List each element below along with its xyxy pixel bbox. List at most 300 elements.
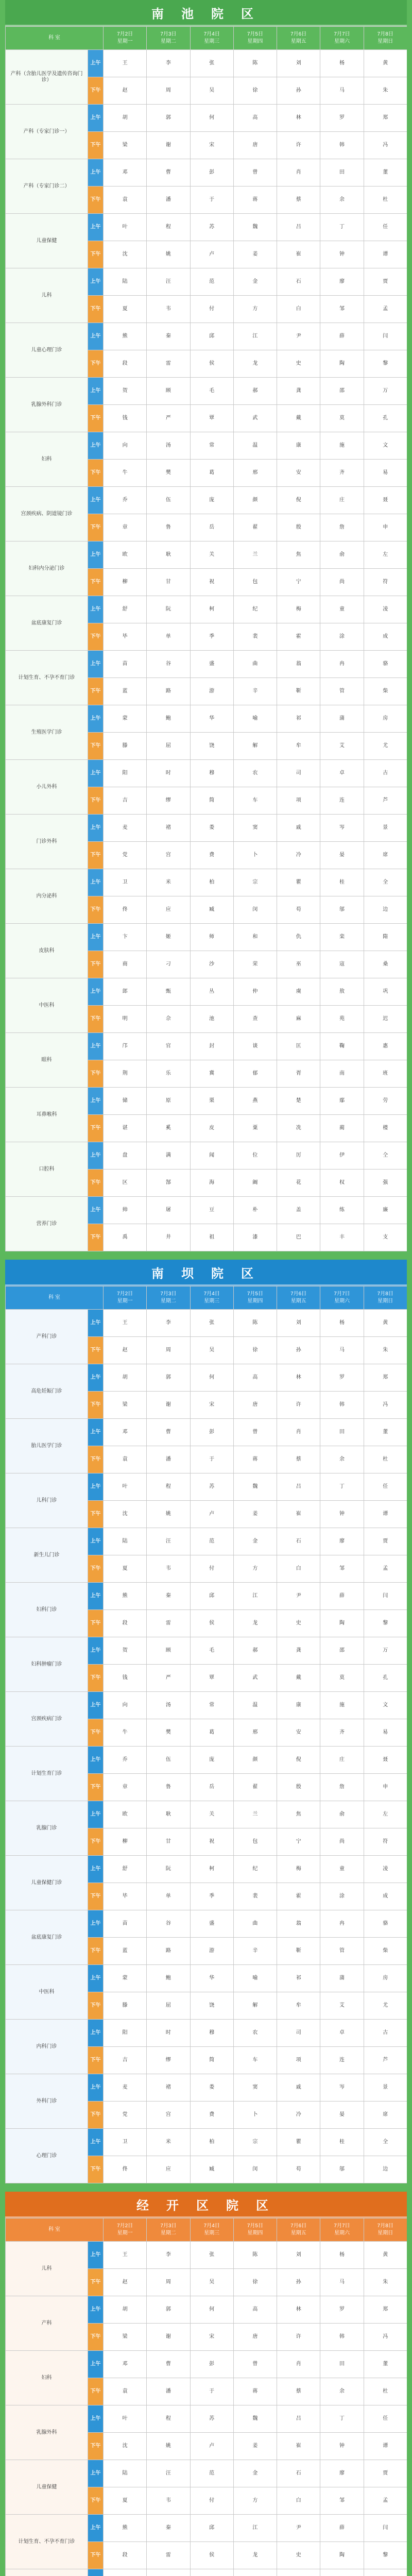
table-row (6, 214, 407, 241)
section-jingkai (5, 2192, 407, 2576)
doctor-cell: 卜 (233, 2102, 277, 2129)
doctor-cell: 程 (147, 214, 190, 241)
doctor-cell: 陆 (104, 1528, 147, 1555)
doctor-cell: 舒 (104, 596, 147, 623)
day-weekday: 星期四 (247, 39, 263, 44)
table-row (6, 50, 407, 77)
doctor-cell: 温 (233, 432, 277, 460)
doctor-cell: 张 (190, 2242, 233, 2269)
doctor-cell: 陆 (104, 2460, 147, 2487)
doctor-cell: 单 (147, 623, 190, 651)
doctor-cell: 尚 (320, 569, 364, 596)
doctor-cell: 秦 (147, 1583, 190, 1610)
afternoon-label: 下午 (88, 1828, 104, 1856)
doctor-cell: 江 (233, 2515, 277, 2542)
header-row (6, 1286, 407, 1310)
afternoon-label: 下午 (88, 1446, 104, 1473)
doctor-cell: 朱 (364, 2269, 407, 2296)
table-row (6, 1419, 407, 1446)
doctor-cell: 徐 (233, 77, 277, 105)
table-row (6, 1473, 407, 1501)
doctor-cell (233, 2569, 277, 2576)
doctor-cell: 殷 (277, 1774, 320, 1801)
department-name: 乳腺外科门诊 (6, 378, 88, 432)
doctor-cell: 班 (364, 1060, 407, 1088)
doctor-cell: 满 (147, 1142, 190, 1170)
doctor-cell: 袁 (104, 1446, 147, 1473)
doctor-cell: 谢 (147, 132, 190, 159)
day-column-header (190, 2218, 233, 2242)
doctor-cell: 阚 (233, 1170, 277, 1197)
doctor-cell: 季 (190, 623, 233, 651)
doctor-cell: 潘 (147, 2378, 190, 2405)
department-name: 眼科 (6, 1033, 88, 1088)
afternoon-label: 下午 (88, 1992, 104, 2020)
doctor-cell: 宫 (147, 2102, 190, 2129)
day-column-header (233, 2218, 277, 2242)
doctor-cell: 靳 (277, 678, 320, 705)
doctor-cell: 黄 (364, 1310, 407, 1337)
department-name: 口腔科 (6, 1142, 88, 1197)
doctor-cell: 戴 (277, 405, 320, 432)
doctor-cell: 曲 (233, 651, 277, 678)
doctor-cell: 宋 (190, 2324, 233, 2351)
doctor-cell: 丰 (320, 1224, 364, 1251)
doctor-cell: 谢 (147, 2324, 190, 2351)
doctor-cell: 陶 (320, 2542, 364, 2569)
doctor-cell: 余 (320, 1446, 364, 1473)
doctor-cell: 汪 (147, 1528, 190, 1555)
doctor-cell: 郁 (233, 1060, 277, 1088)
day-column-header (190, 1286, 233, 1310)
doctor-cell: 时 (147, 2020, 190, 2047)
day-date: 7月4日 (203, 1291, 220, 1297)
doctor-cell: 党 (104, 2102, 147, 2129)
doctor-cell: 江 (233, 1583, 277, 1610)
day-column-header (364, 2218, 407, 2242)
doctor-cell: 史 (277, 2542, 320, 2569)
doctor-cell: 孔 (364, 1665, 407, 1692)
department-name: 妇科 (6, 432, 88, 487)
doctor-cell: 武 (233, 405, 277, 432)
doctor-cell: 魏 (233, 2405, 277, 2433)
doctor-cell: 桑 (364, 951, 407, 978)
afternoon-label: 下午 (88, 1555, 104, 1583)
morning-label: 上午 (88, 1856, 104, 1883)
doctor-cell: 燕 (233, 1088, 277, 1115)
doctor-cell: 连 (320, 2047, 364, 2074)
doctor-cell: 罗 (320, 2296, 364, 2324)
doctor-cell: 花 (277, 1170, 320, 1197)
doctor-cell: 许 (277, 2324, 320, 2351)
table-row (6, 924, 407, 951)
doctor-cell: 甘 (147, 1828, 190, 1856)
doctor-cell: 骆 (364, 651, 407, 678)
doctor-cell: 闻 (190, 1142, 233, 1170)
day-column-header (364, 1286, 407, 1310)
doctor-cell: 窦 (233, 815, 277, 842)
day-weekday: 星期三 (204, 39, 220, 44)
table-row (6, 323, 407, 350)
doctor-cell: 曾 (233, 1419, 277, 1446)
doctor-cell: 金 (233, 268, 277, 296)
doctor-cell: 支 (364, 1224, 407, 1251)
department-name: 产科（专家门诊一） (6, 105, 88, 159)
doctor-cell: 阮 (147, 596, 190, 623)
afternoon-label: 下午 (88, 1883, 104, 1910)
doctor-cell: 柳 (104, 569, 147, 596)
table-row (6, 1197, 407, 1224)
doctor-cell: 童 (320, 1856, 364, 1883)
day-column-header (320, 1286, 364, 1310)
doctor-cell: 颜 (233, 487, 277, 514)
doctor-cell: 丁 (320, 214, 364, 241)
doctor-cell: 任 (364, 1473, 407, 1501)
doctor-cell: 付 (190, 2487, 233, 2515)
day-weekday: 星期二 (160, 39, 176, 44)
doctor-cell: 解 (233, 1992, 277, 2020)
day-weekday: 星期日 (377, 1298, 393, 1304)
doctor-cell: 蒋 (233, 1446, 277, 1473)
doctor-cell: 施 (320, 1692, 364, 1719)
doctor-cell: 赵 (104, 2269, 147, 2296)
day-date: 7月5日 (247, 2223, 263, 2229)
doctor-cell: 徐 (233, 2269, 277, 2296)
table-row (6, 2020, 407, 2047)
doctor-cell: 敖 (320, 978, 364, 1006)
doctor-cell: 迟 (364, 1006, 407, 1033)
doctor-cell: 权 (320, 1170, 364, 1197)
doctor-cell: 丛 (190, 978, 233, 1006)
doctor-cell: 肖 (277, 1419, 320, 1446)
dept-column-header: 科 室 (6, 1286, 104, 1310)
afternoon-label: 下午 (88, 1392, 104, 1419)
doctor-cell: 许 (277, 1392, 320, 1419)
table-row (6, 1142, 407, 1170)
doctor-cell: 关 (190, 541, 233, 569)
department-name: 妇科 (6, 2351, 88, 2405)
doctor-cell: 卢 (190, 1501, 233, 1528)
doctor-cell: 余 (320, 2378, 364, 2405)
doctor-cell: 胥 (277, 1060, 320, 1088)
doctor-cell: 苏 (190, 2405, 233, 2433)
doctor-cell: 蔡 (277, 187, 320, 214)
doctor-cell: 廖 (320, 268, 364, 296)
doctor-cell: 秦 (147, 2515, 190, 2542)
doctor-cell: 兰 (233, 1801, 277, 1828)
department-name: 妇科内分泌门诊 (6, 541, 88, 596)
doctor-cell: 孙 (277, 2269, 320, 2296)
doctor-cell: 高 (233, 1364, 277, 1392)
doctor-cell: 林 (277, 1364, 320, 1392)
doctor-cell: 边 (364, 2156, 407, 2183)
doctor-cell: 饶 (190, 1992, 233, 2020)
doctor-cell: 左 (364, 541, 407, 569)
department-name: 胎儿医学门诊 (6, 1419, 88, 1473)
doctor-cell: 崔 (277, 2433, 320, 2460)
doctor-cell: 彭 (190, 159, 233, 187)
day-date: 7月7日 (334, 2223, 350, 2229)
doctor-cell: 殷 (277, 514, 320, 541)
doctor-cell: 方 (233, 296, 277, 323)
doctor-cell: 苑 (320, 1006, 364, 1033)
morning-label: 上午 (88, 487, 104, 514)
doctor-cell: 曹 (147, 2351, 190, 2378)
doctor-cell: 应 (147, 2156, 190, 2183)
doctor-cell: 常 (190, 432, 233, 460)
doctor-cell: 辛 (233, 1938, 277, 1965)
doctor-cell: 纪 (233, 596, 277, 623)
doctor-cell: 何 (190, 105, 233, 132)
doctor-cell: 陈 (233, 2242, 277, 2269)
doctor-cell: 汤 (147, 432, 190, 460)
doctor-cell: 奚 (147, 1115, 190, 1142)
doctor-cell: 楚 (277, 1088, 320, 1115)
doctor-cell: 彭 (190, 2351, 233, 2378)
afternoon-label: 下午 (88, 1774, 104, 1801)
day-date: 7月6日 (290, 2223, 307, 2229)
department-name: 妇科肿瘤门诊 (6, 1637, 88, 1692)
doctor-cell: 巴 (277, 1224, 320, 1251)
doctor-cell: 岳 (190, 514, 233, 541)
doctor-cell: 任 (364, 214, 407, 241)
doctor-cell: 倪 (277, 1747, 320, 1774)
doctor-cell: 邬 (320, 2156, 364, 2183)
afternoon-label: 下午 (88, 1170, 104, 1197)
doctor-cell: 尤 (364, 1992, 407, 2020)
section-nanba (5, 1260, 407, 2183)
day-date: 7月7日 (334, 1291, 350, 1297)
header-row (6, 2218, 407, 2242)
dept-column-header: 科 室 (6, 27, 104, 50)
doctor-cell: 胡 (104, 1364, 147, 1392)
day-weekday: 星期三 (204, 1298, 220, 1304)
doctor-cell: 石 (277, 1528, 320, 1555)
department-name: 营养门诊 (6, 1197, 88, 1251)
afternoon-label: 下午 (88, 733, 104, 760)
doctor-cell: 苗 (104, 1910, 147, 1938)
doctor-cell: 陶 (320, 350, 364, 378)
doctor-cell: 荣 (233, 951, 277, 978)
doctor-cell: 肖 (277, 159, 320, 187)
doctor-cell: 晏 (320, 842, 364, 869)
doctor-cell: 吴 (190, 77, 233, 105)
doctor-cell: 梅 (277, 1856, 320, 1883)
doctor-cell: 章 (104, 1774, 147, 1801)
doctor-cell: 邓 (104, 1419, 147, 1446)
doctor-cell: 齐 (320, 1719, 364, 1747)
doctor-cell: 管 (320, 678, 364, 705)
doctor-cell: 董 (364, 2351, 407, 2378)
day-weekday: 星期三 (204, 2230, 220, 2236)
doctor-cell: 祝 (190, 569, 233, 596)
section-gap (0, 2183, 412, 2192)
doctor-cell: 叶 (104, 2405, 147, 2433)
doctor-cell: 于 (190, 2378, 233, 2405)
doctor-cell: 雷 (147, 1610, 190, 1637)
morning-label: 上午 (88, 50, 104, 77)
doctor-cell: 伍 (147, 487, 190, 514)
doctor-cell: 魏 (233, 214, 277, 241)
table-row (6, 1364, 407, 1392)
doctor-cell: 穆 (190, 760, 233, 787)
department-name: 中医科 (6, 978, 88, 1033)
doctor-cell: 邓 (104, 159, 147, 187)
doctor-cell: 位 (233, 1142, 277, 1170)
doctor-cell: 简 (190, 2047, 233, 2074)
doctor-cell: 车 (233, 2047, 277, 2074)
doctor-cell: 郭 (147, 2296, 190, 2324)
doctor-cell: 盖 (277, 1197, 320, 1224)
doctor-cell: 管 (320, 1938, 364, 1965)
doctor-cell: 谌 (104, 1115, 147, 1142)
afternoon-label: 下午 (88, 1060, 104, 1088)
table-row (6, 760, 407, 787)
department-name: 宫颈疾病、阴道镜门诊 (6, 487, 88, 541)
doctor-cell: 车 (233, 787, 277, 815)
doctor-cell: 司 (277, 760, 320, 787)
afternoon-label: 下午 (88, 1501, 104, 1528)
table-row (6, 978, 407, 1006)
doctor-cell: 鄢 (320, 1088, 364, 1115)
doctor-cell: 臧 (190, 2156, 233, 2183)
table-row (6, 541, 407, 569)
doctor-cell: 钟 (320, 241, 364, 268)
doctor-cell: 吕 (277, 214, 320, 241)
doctor-cell: 鲍 (147, 705, 190, 733)
doctor-cell: 乔 (104, 1747, 147, 1774)
doctor-cell: 朴 (233, 1197, 277, 1224)
table-row (6, 105, 407, 132)
doctor-cell: 解 (233, 733, 277, 760)
doctor-cell: 舒 (104, 1856, 147, 1883)
doctor-cell: 练 (320, 1197, 364, 1224)
doctor-cell: 季 (190, 1883, 233, 1910)
doctor-cell: 邹 (320, 1555, 364, 1583)
doctor-cell: 褚 (147, 2074, 190, 2102)
morning-label: 上午 (88, 1364, 104, 1392)
table-row (6, 1033, 407, 1060)
morning-label: 上午 (88, 378, 104, 405)
doctor-cell: 商 (104, 951, 147, 978)
table-row (6, 487, 407, 514)
doctor-cell: 詹 (320, 514, 364, 541)
doctor-cell: 路 (147, 1938, 190, 1965)
day-weekday: 星期日 (377, 2230, 393, 2236)
day-column-header (233, 27, 277, 50)
section-gap (0, 1251, 412, 1260)
department-name (6, 2569, 88, 2576)
doctor-cell: 莫 (320, 405, 364, 432)
department-name: 外科门诊 (6, 2074, 88, 2129)
doctor-cell: 潘 (147, 1446, 190, 1473)
doctor-cell: 易 (364, 460, 407, 487)
doctor-cell: 翟 (233, 514, 277, 541)
afternoon-label: 下午 (88, 1337, 104, 1364)
doctor-cell: 徐 (233, 1337, 277, 1364)
morning-label: 上午 (88, 2129, 104, 2156)
afternoon-label: 下午 (88, 460, 104, 487)
doctor-cell: 夏 (104, 296, 147, 323)
doctor-cell: 粟 (233, 1115, 277, 1142)
day-column-header (147, 1286, 190, 1310)
day-weekday: 星期一 (117, 2230, 133, 2236)
doctor-cell: 岑 (320, 2074, 364, 2102)
morning-label: 上午 (88, 2515, 104, 2542)
doctor-cell: 欧 (104, 541, 147, 569)
doctor-cell: 闫 (364, 2515, 407, 2542)
doctor-cell: 柏 (190, 869, 233, 896)
day-column-header (104, 27, 147, 50)
doctor-cell: 盛 (190, 1910, 233, 1938)
doctor-cell: 侯 (190, 2542, 233, 2569)
doctor-cell: 叶 (104, 1473, 147, 1501)
doctor-cell: 雷 (147, 2542, 190, 2569)
doctor-cell: 景 (364, 815, 407, 842)
day-weekday: 星期二 (160, 2230, 176, 2236)
doctor-cell: 龙 (233, 1610, 277, 1637)
doctor-cell: 戚 (277, 815, 320, 842)
doctor-cell: 桂 (320, 2129, 364, 2156)
doctor-cell: 麻 (277, 1006, 320, 1033)
doctor-cell: 罗 (320, 105, 364, 132)
doctor-cell: 郑 (364, 1364, 407, 1392)
doctor-cell: 田 (320, 159, 364, 187)
doctor-cell: 农 (233, 2020, 277, 2047)
day-weekday: 星期一 (117, 1298, 133, 1304)
doctor-cell: 魏 (233, 1473, 277, 1501)
doctor-cell: 屠 (147, 1197, 190, 1224)
morning-label: 上午 (88, 1747, 104, 1774)
doctor-cell: 乔 (104, 487, 147, 514)
doctor-cell: 和 (233, 924, 277, 951)
doctor-cell: 钟 (320, 2433, 364, 2460)
doctor-cell: 鲁 (147, 514, 190, 541)
afternoon-label: 下午 (88, 2542, 104, 2569)
doctor-cell: 耿 (147, 541, 190, 569)
doctor-cell: 尹 (277, 323, 320, 350)
doctor-cell: 海 (190, 1170, 233, 1197)
table-row (6, 1310, 407, 1337)
morning-label: 上午 (88, 2460, 104, 2487)
doctor-cell: 喻 (233, 705, 277, 733)
doctor-cell: 邢 (233, 460, 277, 487)
schedule-table (5, 1286, 407, 2183)
doctor-cell: 唐 (233, 2324, 277, 2351)
morning-label: 上午 (88, 705, 104, 733)
doctor-cell: 景 (364, 2074, 407, 2102)
doctor-cell: 苏 (190, 214, 233, 241)
doctor-cell: 乐 (147, 1060, 190, 1088)
doctor-cell: 韦 (147, 1555, 190, 1583)
doctor-cell: 段 (104, 2542, 147, 2569)
doctor-cell: 柯 (190, 1856, 233, 1883)
department-name: 门诊外科 (6, 815, 88, 869)
doctor-cell: 周 (147, 1337, 190, 1364)
doctor-cell: 曾 (233, 2351, 277, 2378)
doctor-cell: 高 (233, 105, 277, 132)
doctor-cell: 熊 (104, 323, 147, 350)
dept-column-header: 科 室 (6, 2218, 104, 2242)
day-date: 7月2日 (117, 31, 133, 37)
doctor-cell: 陈 (233, 50, 277, 77)
doctor-cell: 贾 (364, 268, 407, 296)
doctor-cell: 万 (364, 1637, 407, 1665)
doctor-cell: 全 (364, 869, 407, 896)
doctor-cell: 金 (233, 2460, 277, 2487)
table-row (6, 2296, 407, 2324)
doctor-cell: 申 (364, 514, 407, 541)
